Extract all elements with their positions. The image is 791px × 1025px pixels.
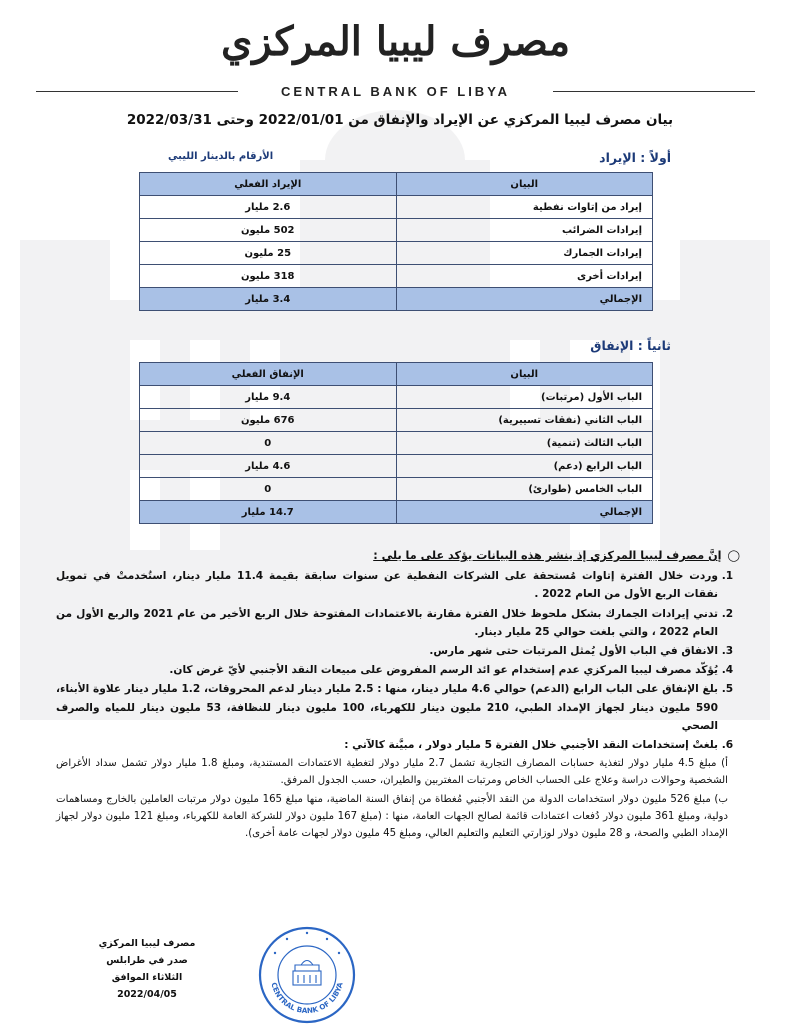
svg-text:CENTRAL BANK OF LIBYA: CENTRAL BANK OF LIBYA: [269, 981, 345, 1016]
list-item: [56, 567, 718, 603]
row-label: إيرادات الضرائب: [396, 219, 653, 242]
row-value: 318 مليون: [140, 265, 397, 288]
table-row: [140, 478, 653, 501]
column-header-value: الإيراد الفعلي: [140, 173, 397, 196]
row-value: 25 مليون: [140, 242, 397, 265]
table-row: [140, 432, 653, 455]
point-text: بلغ الإنفاق على الباب الرابع (الدعم) حوالي 4.6 مليار دينار، منها : 2.5 مليار دينار لدعم المحروقات، 1.2 مليار دينار علاوة الأبناء، 590 مليون دينار لجهاز الإمداد الطبي، 210 مليون دينار للكهرباء، 100 مليون دينار للنظافة، 53 مليون دينار للمياه والصرف الصحي: [56, 683, 719, 732]
list-item: [56, 680, 718, 735]
signature-date: الثلاثاء الموافق 2022/04/05: [111, 972, 183, 1000]
sub-point-a: أ) مبلغ 4.5 مليار دولار لتغذية حسابات المصارف التجارية تشمل 2.7 مليار دولار لتغطية الاعتمادات المستندية، ومبلغ 1.8 مليار دولار تشمل سداد الأغراض الشخصية وحوالات دراسة وعلاج على الحساب الخاص ومرتبات المغتربين والطيران، حسب الجدول المرفق.: [56, 758, 728, 787]
row-label: الباب الثالث (تنمية): [396, 432, 653, 455]
table-header-row: [140, 173, 653, 196]
point-text: تدني إيرادات الجمارك بشكل ملحوظ خلال الفترة مقارنة بالاعتمادات المفتوحة خلال الربع الأخير من عام 2021 والربع الأول من العام 2022 ، والتي بلغت حوالي 25 مليار دينار.: [56, 607, 719, 638]
revenue-table: [139, 172, 653, 311]
point-text: الانفاق في الباب الأول يُمثل المرتبات حتى شهر مارس.: [429, 645, 718, 658]
list-item: [56, 736, 729, 842]
revenue-heading: أولاً : الإيراد: [599, 150, 671, 165]
row-label: الباب الأول (مرتبات): [396, 386, 653, 409]
row-label: الباب الرابع (دعم): [396, 455, 653, 478]
statement-points-list: [56, 567, 740, 842]
document-title: بيان مصرف ليبيا المركزي عن الإيراد والإنفاق من 2022/01/01 وحتى 2022/03/31: [126, 112, 674, 128]
row-value: 502 مليون: [140, 219, 397, 242]
table-row: [140, 265, 653, 288]
expenditure-table: [139, 362, 653, 524]
list-item: [56, 605, 718, 641]
table-row: [140, 409, 653, 432]
row-value: 676 مليون: [140, 409, 397, 432]
currency-note: الأرقام بالدينار الليبي: [168, 151, 274, 162]
table-row: [140, 455, 653, 478]
total-label: الإجمالي: [396, 288, 653, 311]
row-label: إيراد من إتاوات نفطية: [396, 196, 653, 219]
total-value: 14.7 مليار: [140, 501, 397, 524]
row-label: إيرادات الجمارك: [396, 242, 653, 265]
point-text: يُؤكّد مصرف ليبيا المركزي عدم إستخدام عو ائد الرسم المفروض على مبيعات النقد الأجنبي لأيّ غرض كان.: [169, 664, 718, 677]
total-label: الإجمالي: [396, 501, 653, 524]
list-item: [56, 661, 718, 679]
column-header-value: الإنفاق الفعلي: [140, 363, 397, 386]
table-row: [140, 219, 653, 242]
table-total-row: [140, 501, 653, 524]
column-header-item: البيان: [396, 173, 653, 196]
expenditure-heading: ثانياً : الإنفاق: [590, 338, 671, 353]
signature-issuer: مصرف ليبيا المركزي: [98, 938, 196, 949]
table-row: [140, 242, 653, 265]
table-row: [140, 196, 653, 219]
statement-lead-text: إنَّ مصرف ليبيا المركزي إذ ينشر هذه البيانات يؤكد على ما يلي :: [373, 549, 722, 562]
sub-point-b: ب) مبلغ 526 مليون دولار استخدامات الدولة من النقد الأجنبي مُغطاة من إنفاق السنة الماضية، منها مبلغ 165 مليون دولار مرتبات العاملين بالخارج ومساهمات دولية، ومبلغ 361 مليون دولار دُفعات اعتمادات قائمة لصالح الجهات العامة، منها : (مبلغ 167 مليون دولار للشركة العامة للكهرباء، ومبلغ 121 مليون دولار لجهاز الإمداد الطبي والصحة، و 28 مليون دولار لوزارتي التعليم والتعليم العالي، ومبلغ 45 مليون دولار لجهات عامة أخرى).: [56, 793, 729, 840]
statement-section: [56, 547, 740, 843]
signature-place: صدر في طرابلس: [106, 955, 188, 966]
row-value: 2.6 مليار: [140, 196, 397, 219]
point-text: وردت خلال الفترة إتاوات مُستحقة على الشركات النفطية عن سنوات سابقة بقيمة 11.4 مليار دينار، استُخدمتْ في تمويل نفقات الربع الأول من العام 2022 .: [56, 570, 718, 601]
table-total-row: [140, 288, 653, 311]
row-label: إيرادات أخرى: [396, 265, 653, 288]
row-value: 9.4 مليار: [140, 386, 397, 409]
bank-name-english: CENTRAL BANK OF LIBYA: [280, 84, 511, 99]
total-value: 3.4 مليار: [140, 288, 397, 311]
signature-block: [82, 935, 212, 1003]
statement-lead: [56, 547, 740, 565]
header-logo: [0, 14, 791, 70]
list-item: [56, 642, 718, 660]
bank-logo-arabic: مصرف ليبيا المركزي: [220, 18, 570, 65]
bank-stamp-seal: [257, 925, 357, 1025]
row-value: 4.6 مليار: [140, 455, 397, 478]
row-label: الباب الخامس (طوارئ): [396, 478, 653, 501]
table-row: [140, 386, 653, 409]
bullet-icon: ◯: [727, 549, 740, 562]
column-header-item: البيان: [396, 363, 653, 386]
table-header-row: [140, 363, 653, 386]
row-label: الباب الثاني (نفقات تسييرية): [396, 409, 653, 432]
point-text: بلغتْ إستخدامات النقد الأجنبي خلال الفترة 5 مليار دولار ، مبيَّنة كالآتي :: [344, 739, 718, 752]
row-value: 0: [140, 432, 397, 455]
row-value: 0: [140, 478, 397, 501]
